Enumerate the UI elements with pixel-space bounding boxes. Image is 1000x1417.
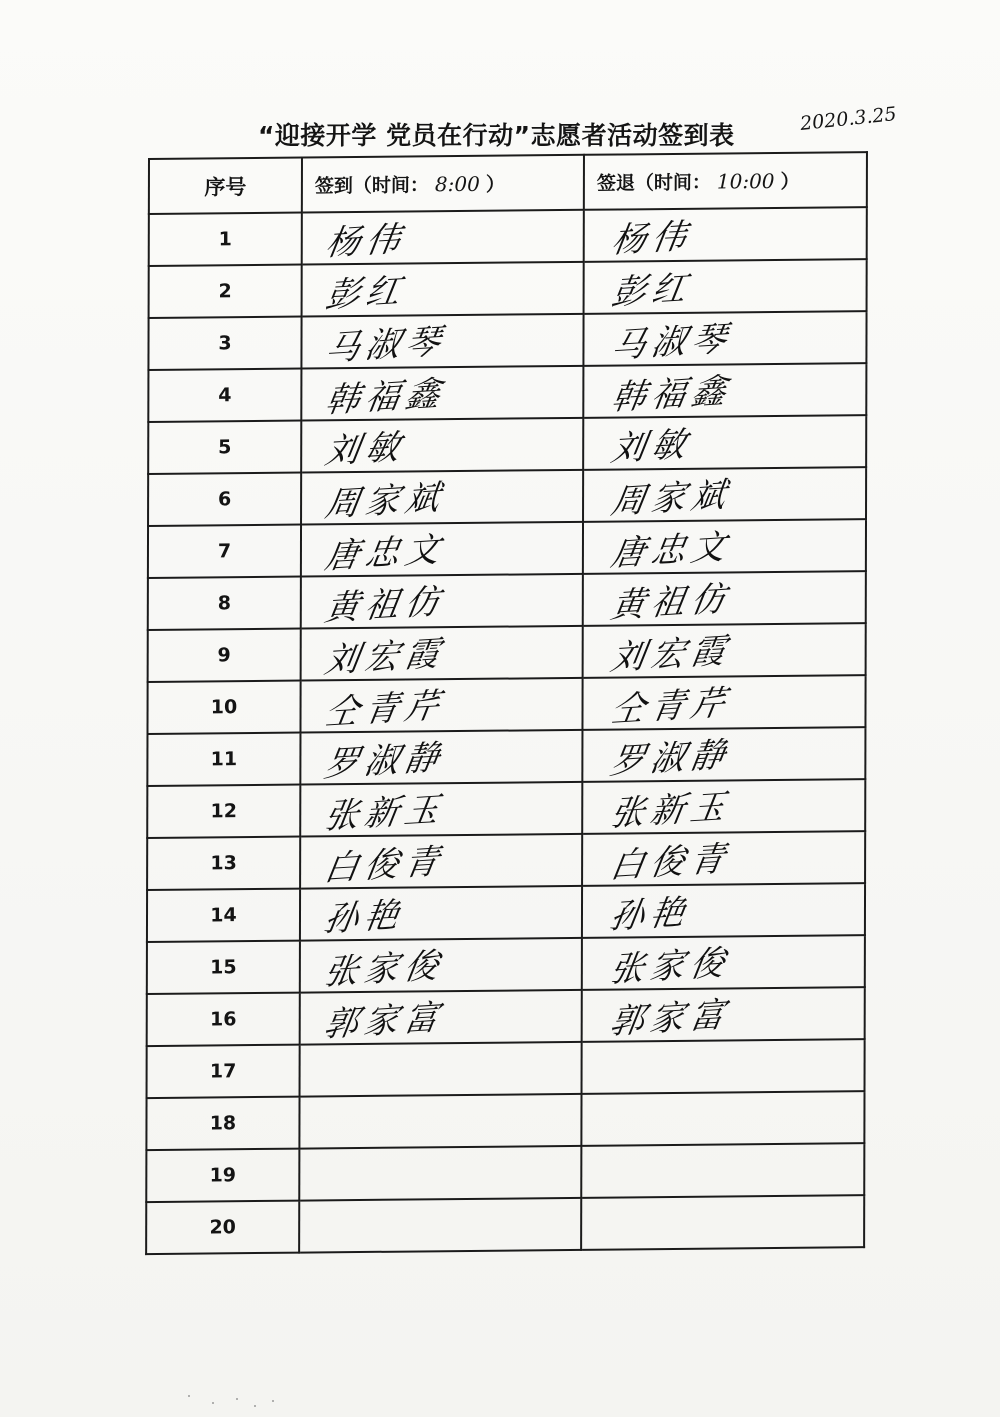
sign-out-signature: 韩福鑫 [608, 370, 735, 419]
sign-in-cell [300, 834, 582, 889]
table-row [148, 467, 866, 526]
handwritten-date: 2020.3.25 [799, 103, 898, 135]
sign-in-signature: 孙艳 [321, 894, 408, 941]
sign-in-cell [299, 1094, 581, 1149]
scan-speck [188, 1395, 190, 1397]
row-number: 9 [148, 629, 301, 682]
sign-in-cell [302, 262, 584, 317]
sign-in-cell [301, 366, 583, 421]
sign-in-cell [301, 314, 583, 369]
sign-out-signature: 唐忠文 [608, 526, 735, 575]
sign-out-cell [582, 987, 865, 1042]
table-row [147, 727, 865, 786]
sign-out-cell [582, 935, 865, 990]
sign-out-cell [581, 1091, 864, 1146]
table-row [148, 363, 866, 422]
sign-in-signature: 唐忠文 [322, 529, 449, 578]
sign-out-cell [583, 415, 866, 470]
row-number: 13 [147, 837, 300, 890]
scan-speck [272, 1400, 274, 1402]
header-sign-out-suffix: ） [780, 170, 800, 193]
sign-out-cell [583, 467, 866, 522]
sign-in-signature: 杨伟 [323, 218, 410, 265]
row-number: 1 [149, 213, 302, 266]
sign-in-cell [299, 1198, 581, 1253]
sign-in-signature: 马淑琴 [322, 321, 450, 370]
sign-out-cell [583, 363, 866, 418]
sign-out-signature: 张家俊 [607, 942, 734, 991]
table-row [148, 311, 866, 370]
table-header-row [149, 152, 867, 214]
sign-out-cell [582, 831, 865, 886]
sign-out-cell [581, 1143, 864, 1198]
sign-in-signature: 罗淑静 [321, 737, 449, 786]
sign-in-cell [301, 418, 583, 473]
header-sign-out-prefix: 签退（时间： [596, 171, 711, 195]
row-number: 15 [147, 941, 300, 994]
row-number: 2 [149, 265, 302, 318]
sign-in-signature: 白俊青 [321, 841, 448, 890]
row-number: 4 [148, 369, 301, 422]
sign-in-signature: 张家俊 [321, 945, 448, 994]
sign-out-signature: 刘宏霞 [607, 630, 735, 679]
table-row [148, 571, 866, 630]
sign-out-signature: 刘敏 [608, 424, 695, 470]
header-sign-in [302, 155, 584, 213]
sign-in-signature: 黄祖仿 [322, 581, 449, 630]
header-sign-out-time: 10:00 [716, 168, 775, 194]
header-sign-in-prefix: 签到（时间： [314, 174, 429, 198]
row-number: 12 [147, 785, 300, 838]
row-number: 6 [148, 473, 301, 526]
sign-out-signature: 张新玉 [607, 786, 734, 835]
sign-out-cell [582, 1039, 865, 1094]
row-number: 19 [146, 1149, 299, 1202]
sign-in-cell [301, 470, 583, 525]
sign-out-cell [582, 675, 865, 730]
sign-in-signature: 张新玉 [321, 789, 448, 838]
sign-out-signature: 罗淑静 [607, 734, 735, 783]
sign-out-signature: 彭红 [608, 267, 696, 314]
table-row [148, 415, 866, 474]
table-row [147, 779, 865, 838]
document-title: “迎接开学 党员在行动”志愿者活动签到表 [258, 121, 735, 150]
row-number: 14 [147, 889, 300, 942]
table-row [148, 519, 866, 578]
sign-out-cell [583, 623, 866, 678]
sign-in-cell [300, 782, 582, 837]
sign-out-signature: 孙艳 [607, 892, 694, 938]
sign-in-signature: 周家斌 [322, 477, 449, 526]
scan-speck [212, 1402, 214, 1404]
row-number: 7 [148, 525, 301, 578]
sign-in-cell [300, 678, 582, 733]
sign-in-cell [301, 574, 583, 629]
table-row [147, 831, 865, 890]
row-number: 17 [147, 1045, 300, 1098]
sign-out-signature: 黄祖仿 [608, 578, 735, 627]
sign-out-cell [583, 311, 866, 366]
sign-in-signature: 郭家富 [320, 997, 448, 1046]
row-number: 18 [146, 1097, 299, 1150]
table-row [148, 623, 866, 682]
sign-out-cell [583, 519, 866, 574]
sign-out-cell [582, 727, 865, 782]
sign-in-cell [300, 938, 582, 993]
table-row [146, 1091, 864, 1150]
sign-in-signature: 彭红 [322, 270, 410, 317]
row-number: 16 [147, 993, 300, 1046]
signin-table [145, 151, 868, 1255]
table-row [147, 935, 865, 994]
sign-out-signature: 郭家富 [606, 994, 734, 1043]
sign-in-cell [300, 990, 582, 1045]
sign-out-signature: 杨伟 [608, 215, 696, 262]
sign-out-cell [582, 779, 865, 834]
sign-out-cell [583, 571, 866, 626]
table-row [147, 883, 865, 942]
table-body [146, 207, 867, 1254]
table-row [147, 675, 865, 734]
sign-out-cell [581, 1195, 864, 1250]
table-row [149, 259, 867, 318]
sign-out-signature: 仝青芹 [607, 682, 735, 731]
scan-speck [236, 1398, 238, 1400]
table-row [146, 1195, 864, 1254]
sign-in-cell [300, 1042, 582, 1097]
sign-in-cell [299, 1146, 581, 1201]
header-number: 序号 [149, 158, 302, 214]
sign-in-cell [301, 522, 583, 577]
sign-in-signature: 韩福鑫 [322, 373, 449, 422]
sign-in-cell [300, 730, 582, 785]
table-row [146, 1143, 864, 1202]
sign-in-cell [300, 886, 582, 941]
row-number: 3 [148, 317, 301, 370]
sign-out-signature: 周家斌 [608, 474, 735, 523]
table-row [147, 987, 865, 1046]
row-number: 10 [147, 681, 300, 734]
row-number: 20 [146, 1201, 299, 1254]
sign-out-signature: 马淑琴 [608, 318, 736, 367]
sign-out-cell [584, 207, 867, 262]
header-sign-out [584, 152, 867, 210]
sign-in-signature: 刘敏 [322, 426, 409, 473]
sign-in-cell [301, 626, 583, 681]
sign-out-cell [584, 259, 867, 314]
sign-out-cell [582, 883, 865, 938]
sign-in-signature: 仝青芹 [321, 685, 449, 734]
row-number: 5 [148, 421, 301, 474]
header-sign-in-time: 8:00 [434, 171, 480, 197]
header-sign-in-suffix: ） [485, 173, 505, 196]
sign-out-signature: 白俊青 [607, 838, 734, 887]
sign-in-cell [302, 210, 584, 265]
row-number: 8 [148, 577, 301, 630]
signin-table-wrapper [145, 151, 866, 1291]
scan-speck [254, 1405, 256, 1407]
row-number: 11 [147, 733, 300, 786]
sign-in-signature: 刘宏霞 [321, 633, 449, 682]
table-row [147, 1039, 865, 1098]
table-row [149, 207, 867, 266]
